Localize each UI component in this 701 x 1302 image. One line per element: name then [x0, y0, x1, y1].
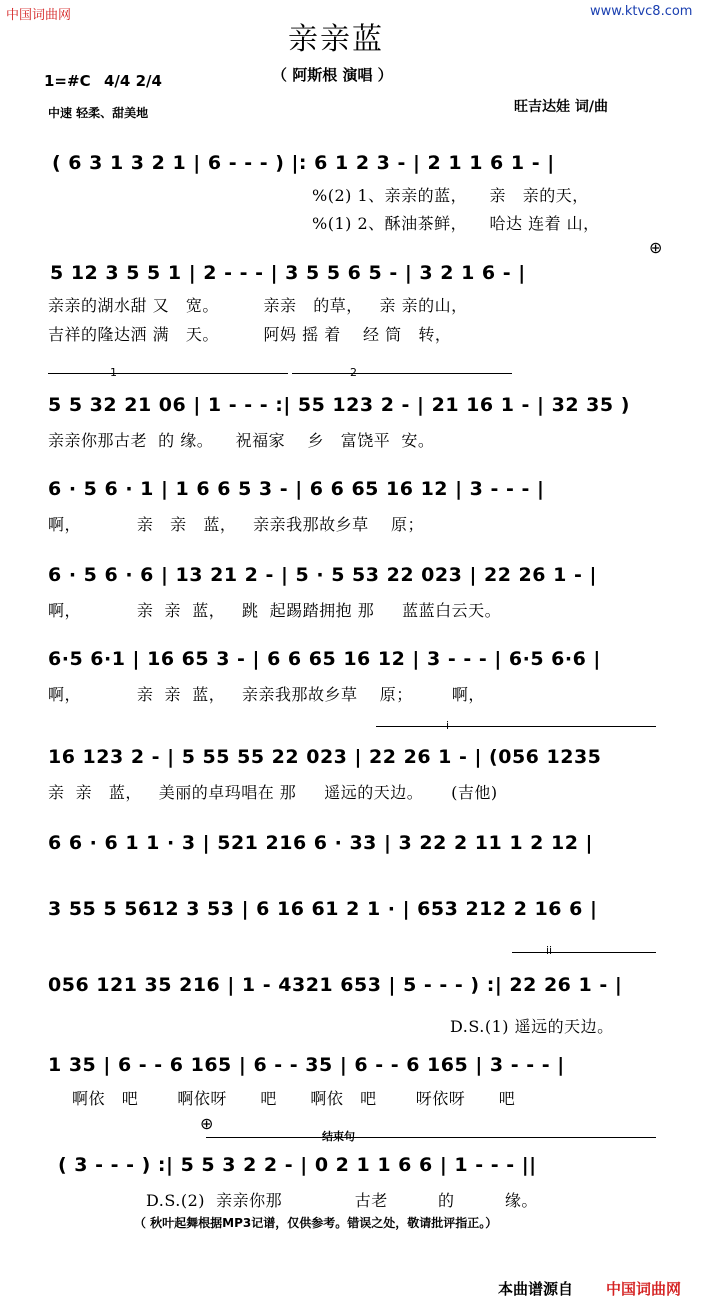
lyric-row-6: 啊， 亲 亲 蓝， 亲亲我那故乡草 原； 啊， — [48, 685, 485, 704]
lyric-row-1-line-2: %(1) 2、酥油茶鲜， 哈达 连着 山， — [312, 214, 600, 233]
lyric-row-4: 啊， 亲 亲 蓝， 亲亲我那故乡草 原； — [48, 515, 424, 534]
score-row-7: 16 123 2 - | 5 55 55 22 023 | 22 26 1 - | (056 1235 — [48, 746, 602, 768]
ending-label: 结束句 — [322, 1130, 355, 1143]
lyric-row-10: D.S.(1) 遥远的天边。 — [450, 1017, 614, 1036]
volta-3-label: i — [446, 719, 450, 732]
score-row-10: 056 121 35 216 | 1 - 4321 653 | 5 - - - ) :| 22 26 1 - | — [48, 974, 623, 996]
credits: 旺吉达娃 词/曲 — [514, 99, 608, 115]
coda-sign-icon-2: ⊕ — [200, 1114, 214, 1133]
lyric-row-3: 亲亲你那古老 的 缘。 祝福家 乡 富饶平 安。 — [48, 431, 435, 450]
time-signature: 4/4 2/4 — [104, 72, 162, 90]
watermark-right: www.ktvc8.com — [590, 4, 693, 19]
score-row-6: 6·5 6·1 | 16 65 3 - | 6 6 65 16 12 | 3 - - - | 6·5 6·6 | — [48, 648, 601, 670]
footnote: （ 秋叶起舞根据MP3记谱，仅供参考。错误之处，敬请批评指正。） — [134, 1216, 498, 1230]
coda-sign-icon: ⊕ — [649, 238, 663, 257]
song-title: 亲亲蓝 — [288, 22, 384, 57]
lyric-row-1-line-1: %(2) 1、亲亲的蓝， 亲 亲的天， — [312, 186, 589, 205]
lyric-row-5: 啊， 亲 亲 蓝， 跳 起踢踏拥抱 那 蓝蓝白云天。 — [48, 601, 502, 620]
lyric-row-12: D.S.(2) 亲亲你那 古老 的 缘。 — [146, 1191, 538, 1210]
volta-1-line — [48, 373, 288, 374]
lyric-row-7: 亲 亲 蓝， 美丽的卓玛唱在 那 遥远的天边。 (吉他) — [48, 783, 498, 802]
watermark-left: 中国词曲网 — [6, 8, 72, 23]
volta-2-line — [292, 373, 512, 374]
score-row-1: ( 6 3 1 3 2 1 | 6 - - - ) |: 6 1 2 3 - | 2 1 1 6 1 - | — [52, 152, 555, 174]
volta-4-line — [512, 952, 656, 953]
volta-2-label: 2 — [350, 366, 357, 379]
ending-line — [206, 1137, 656, 1138]
score-row-9: 3 55 5 5612 3 53 | 6 16 61 2 1 · | 653 212 2 16 6 | — [48, 898, 598, 920]
score-row-2: 5 12 3 5 5 1 | 2 - - - | 3 5 5 6 5 - | 3 2 1 6 - | — [50, 262, 526, 284]
volta-4-label: ii — [546, 944, 553, 957]
lyric-row-11: 啊依 吧 啊依呀 吧 啊依 吧 呀依呀 吧 — [72, 1089, 516, 1108]
lyric-row-2-line-1: 亲亲的湖水甜 又 宽。 亲亲 的草， 亲 亲的山， — [48, 296, 468, 315]
lyric-row-2-line-2: 吉祥的隆达洒 满 天。 阿妈 摇 着 经 筒 转， — [48, 325, 452, 344]
score-row-3: 5 5 32 21 06 | 1 - - - :| 55 123 2 - | 21 16 1 - | 32 35 ) — [48, 394, 630, 416]
bottom-source-label: 本曲谱源自 — [498, 1280, 574, 1298]
tempo-marking: 中速 轻柔、甜美地 — [48, 106, 149, 120]
volta-3-line — [376, 726, 656, 727]
volta-1-label: 1 — [110, 366, 117, 379]
performer: （ 阿斯根 演唱 ） — [272, 66, 393, 84]
score-row-8: 6 6 · 6 1 1 · 3 | 521 216 6 · 33 | 3 22 2 11 1 2 12 | — [48, 832, 594, 854]
score-row-4: 6 · 5 6 · 1 | 1 6 6 5 3 - | 6 6 65 16 12 | 3 - - - | — [48, 478, 545, 500]
score-row-11: 1 35 | 6 - - 6 165 | 6 - - 35 | 6 - - 6 165 | 3 - - - | — [48, 1054, 565, 1076]
score-row-12: ( 3 - - - ) :| 5 5 3 2 2 - | 0 2 1 1 6 6 | 1 - - - || — [58, 1154, 537, 1176]
score-row-5: 6 · 5 6 · 6 | 13 21 2 - | 5 · 5 53 22 023 | 22 26 1 - | — [48, 564, 597, 586]
key-signature: 1=#C — [44, 72, 91, 90]
bottom-site-name: 中国词曲网 — [606, 1280, 682, 1298]
